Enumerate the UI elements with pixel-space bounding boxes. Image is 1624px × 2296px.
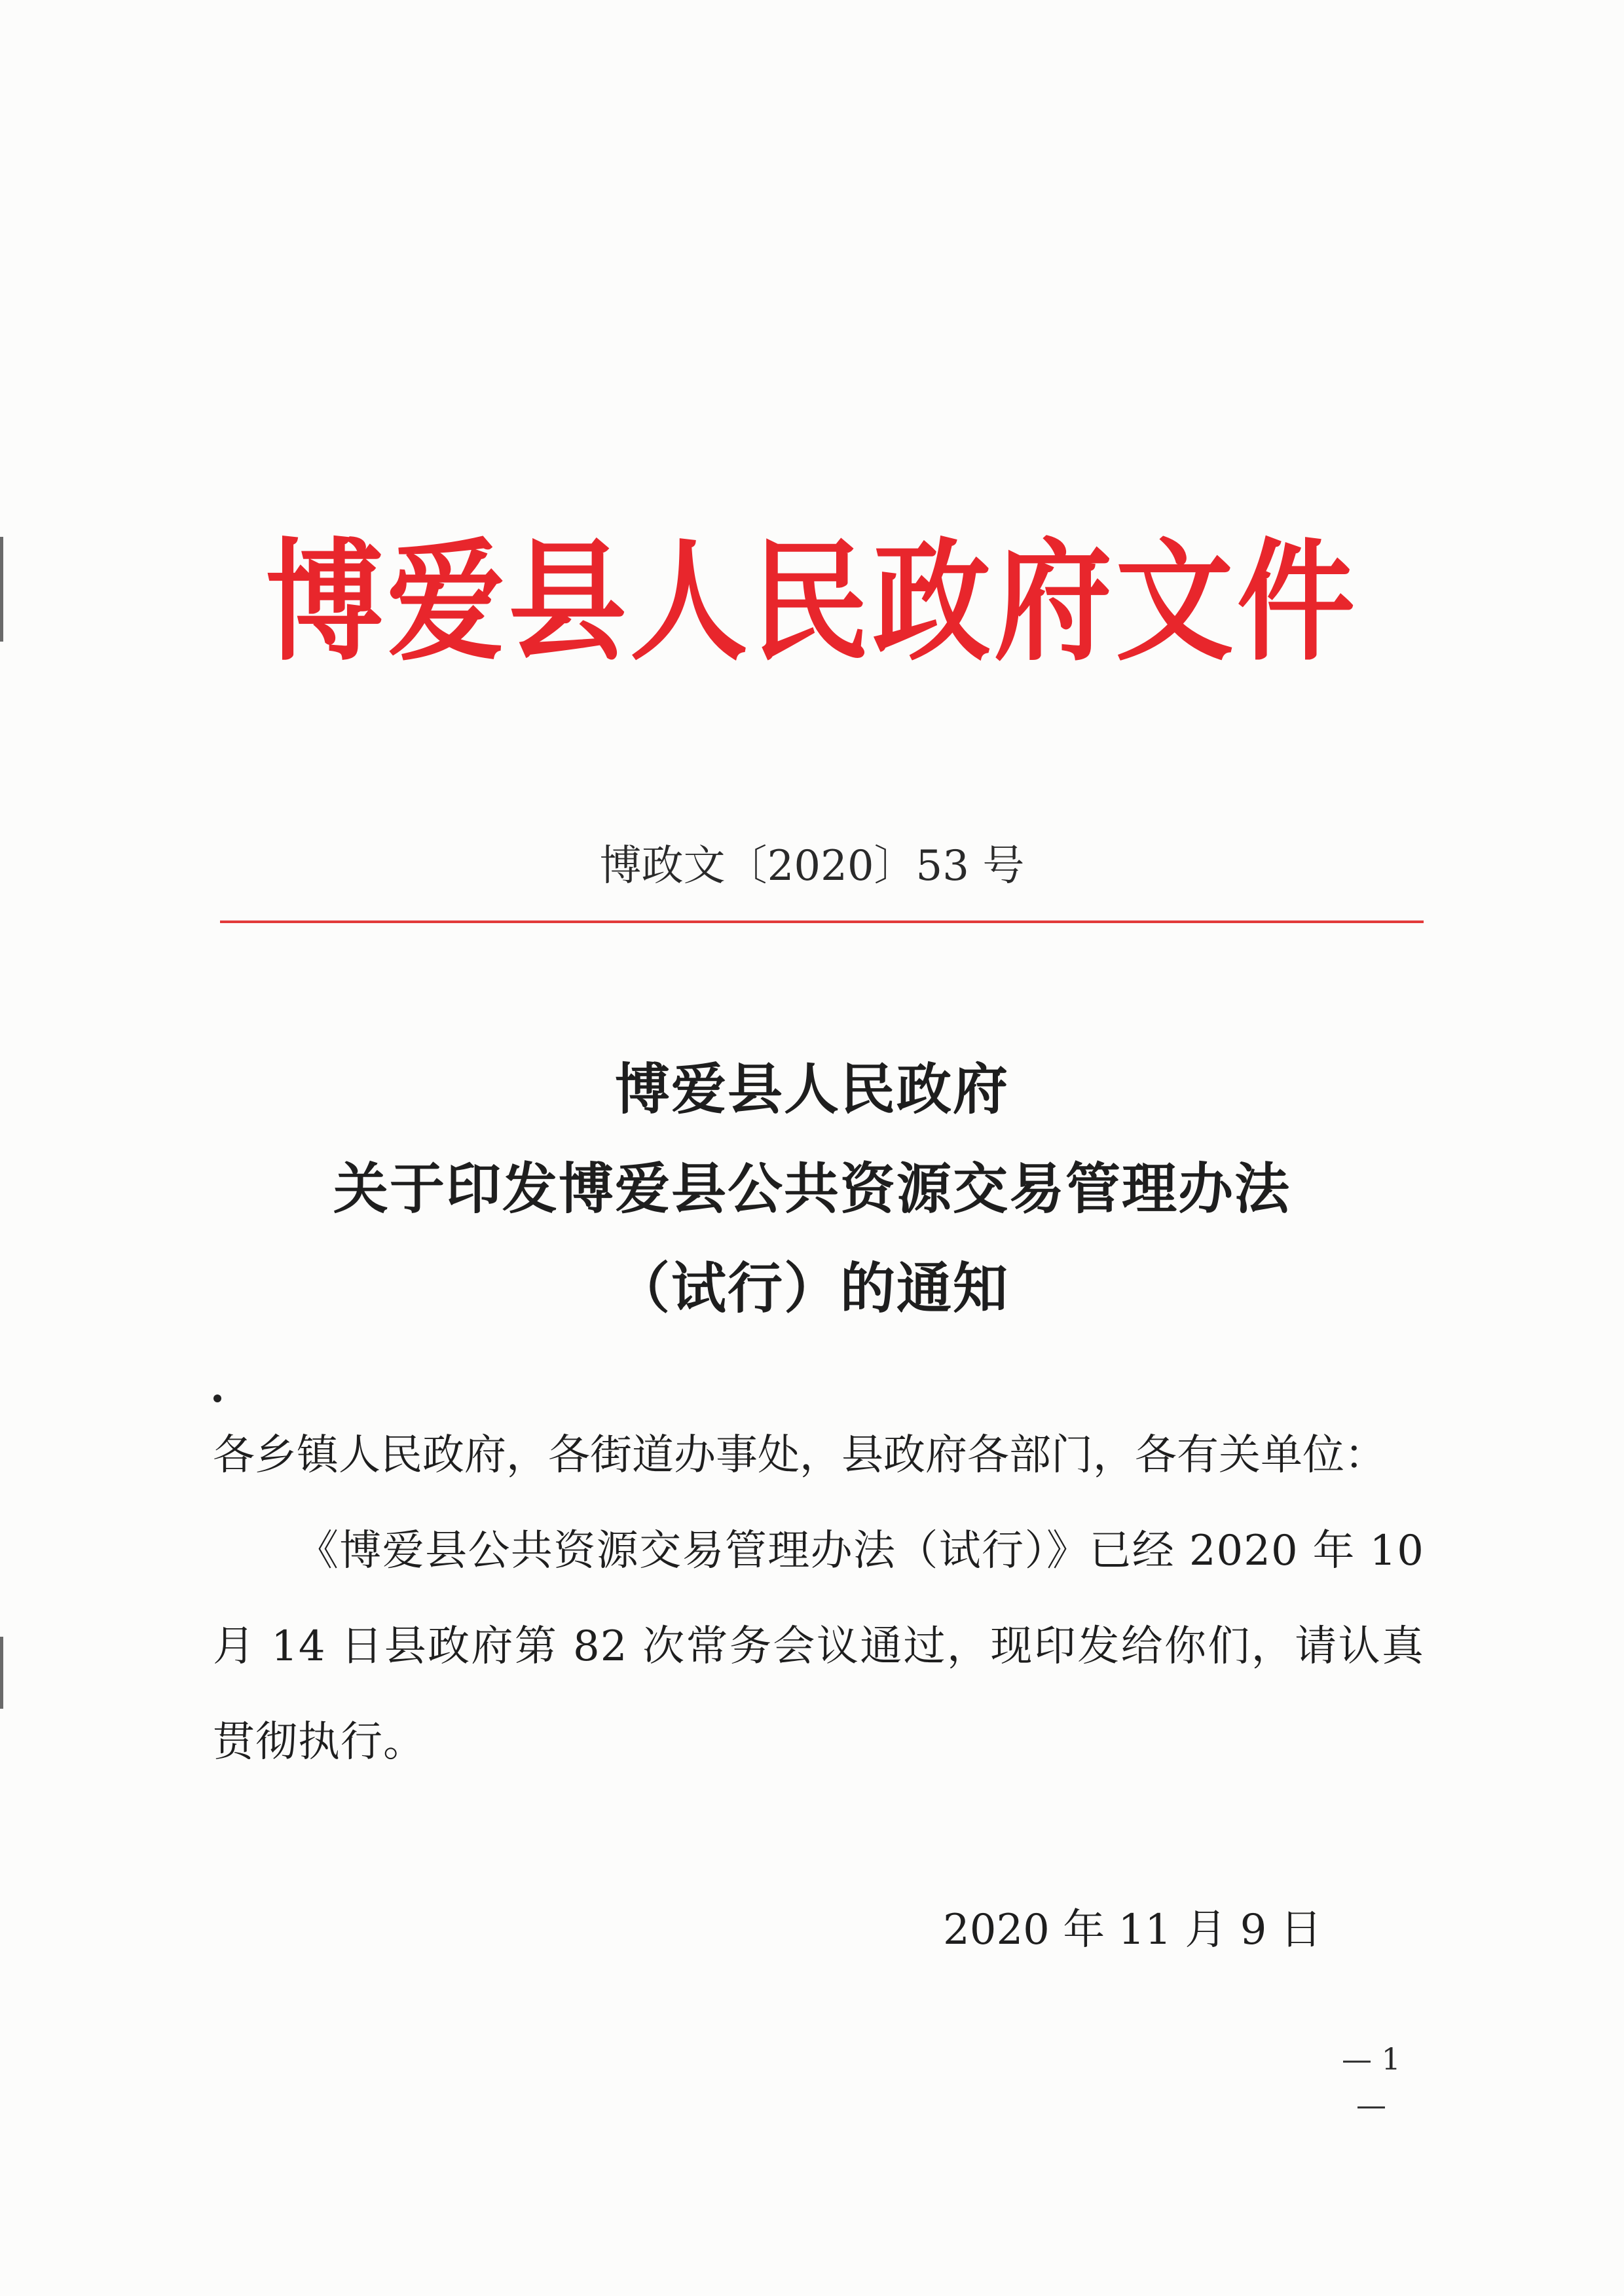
- notice-title-line-3: （试行）的通知: [614, 1256, 1009, 1321]
- document-number: 博政文〔2020〕53 号: [599, 842, 1025, 890]
- stray-dot-mark: [213, 1394, 221, 1402]
- notice-title-line-1: 博爱县人民政府: [614, 1057, 1009, 1121]
- notice-title-line-2: 关于印发博爱县公共资源交易管理办法: [333, 1156, 1291, 1221]
- masthead-title: 博爱县人民政府文件: [265, 525, 1359, 679]
- scan-edge-mark: [0, 1637, 3, 1709]
- scan-edge-mark: [0, 537, 3, 642]
- page-number: — 1 —: [1342, 2041, 1401, 2123]
- issue-date: 2020 年 11 月 9 日: [943, 1906, 1322, 1954]
- salutation: 各乡镇人民政府，各街道办事处，县政府各部门，各有关单位：: [213, 1431, 1386, 1480]
- red-divider-line: [220, 920, 1424, 923]
- body-paragraph: 《博爱县公共资源交易管理办法（试行）》已经 2020 年 10 月 14 日县政府第 82 次常务会议通过，现印发给你们，请认真贯彻执行。: [213, 1527, 1424, 1766]
